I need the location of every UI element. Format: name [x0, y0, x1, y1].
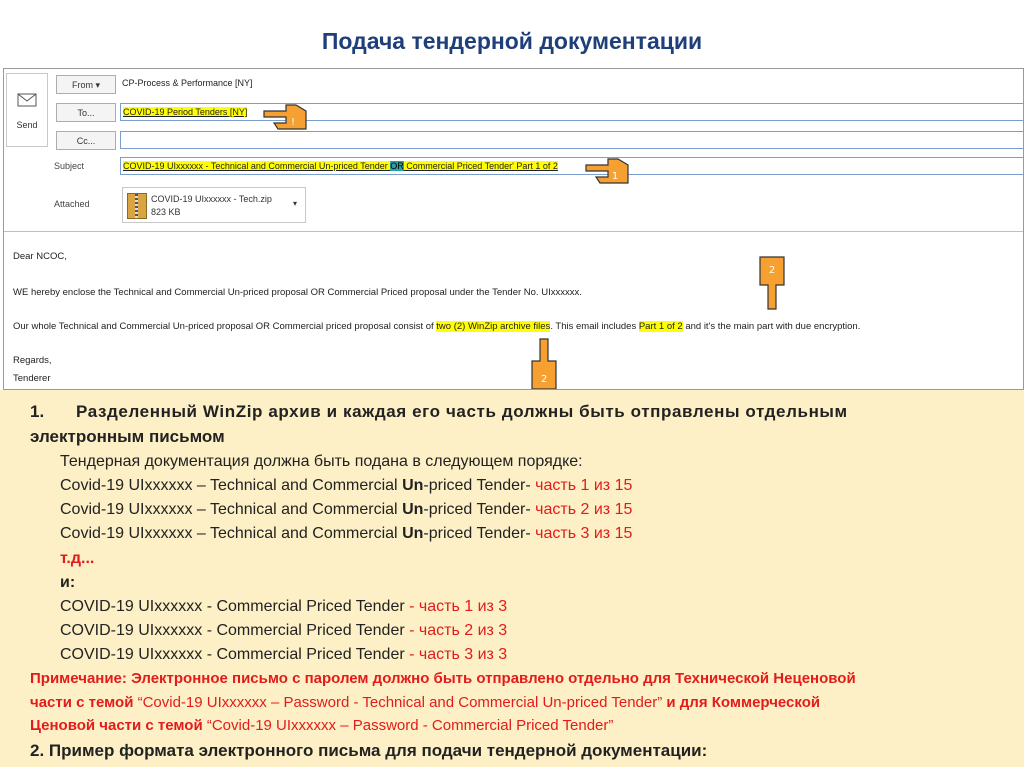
attachment[interactable]: [122, 187, 306, 223]
pointing-hand-left-icon: [262, 97, 310, 135]
heading-text: Разделенный WinZip архив и каждая его часть должны быть отправлены отдельным: [76, 402, 848, 421]
marker-archive: 2: [540, 374, 548, 385]
comm-part-line: [60, 646, 507, 664]
tech-part-line: [60, 525, 632, 543]
to-field[interactable]: [120, 103, 1024, 121]
cc-button[interactable]: Cc...: [56, 131, 116, 150]
tech-suffix: -priced Tender-: [423, 477, 536, 494]
email-compose-window: [3, 68, 1024, 390]
etc-label: т.д...: [60, 550, 95, 567]
note-subject-tech: “Covid-19 UIxxxxxx – Password - Technical and Commercial Un-priced Tender”: [137, 694, 663, 711]
comm-part-number: - часть 2 из 3: [409, 622, 508, 639]
send-label: Send: [16, 120, 38, 130]
note-line-3: [30, 717, 613, 734]
cc-field[interactable]: [120, 131, 1024, 149]
instructions-panel: [0, 390, 1024, 767]
marker-to: !: [290, 117, 296, 128]
tech-bold: Un: [402, 501, 424, 518]
send-icon: [15, 90, 39, 110]
note-text: части с темой: [30, 694, 138, 711]
tech-bold: Un: [402, 525, 424, 542]
subject-field[interactable]: [120, 157, 1024, 175]
highlight-archive-files: two (2) WinZip archive files: [436, 321, 551, 332]
comm-prefix: COVID-19 UIxxxxxx - Commercial Priced Tender: [60, 646, 410, 663]
send-button[interactable]: [6, 73, 48, 147]
highlight-part: Part 1 of 2: [638, 321, 683, 332]
body-text: Our whole Technical and Commercial Un-priced proposal OR Commercial priced proposal consist of: [13, 321, 437, 332]
comm-part-line: [60, 622, 507, 640]
comm-part-number: - часть 3 из 3: [409, 646, 508, 663]
and-label: и:: [60, 574, 76, 591]
from-field: CP-Process & Performance [NY]: [122, 78, 253, 88]
tech-part-line: [60, 501, 632, 519]
tech-prefix: Covid-19 UIxxxxxx – Technical and Commercial: [60, 477, 403, 494]
chevron-down-icon[interactable]: ▾: [293, 199, 298, 208]
attachment-name: COVID-19 UIxxxxxx - Tech.zip: [151, 194, 272, 204]
to-recipient: COVID-19 Period Tenders [NY]: [123, 107, 248, 117]
note-subject-comm: “Covid-19 UIxxxxxx – Password - Commercial Priced Tender”: [206, 717, 614, 734]
body-line-1: WE hereby enclose the Technical and Commercial Un-priced proposal OR Commercial Priced proposal under the Tender No. UIxxxxxx.: [13, 287, 582, 298]
tech-part-number: часть 2 из 15: [535, 501, 633, 518]
comm-part-number: - часть 1 из 3: [409, 598, 508, 615]
order-intro: Тендерная документация должна быть подана в следующем порядке:: [60, 453, 583, 470]
page-title: Подача тендерной документации: [321, 28, 703, 54]
tech-suffix: -priced Tender-: [423, 501, 536, 518]
marker-part: 2: [768, 265, 776, 276]
subject-or: OR: [390, 161, 404, 171]
tech-part-number: часть 1 из 15: [535, 477, 633, 494]
body-text: and it's the main part with due encryption.: [682, 321, 861, 332]
pointing-hand-left-icon: [584, 151, 632, 189]
zip-file-icon: [127, 193, 147, 219]
comm-prefix: COVID-19 UIxxxxxx - Commercial Priced Tender: [60, 622, 410, 639]
tech-prefix: Covid-19 UIxxxxxx – Technical and Commercial: [60, 501, 403, 518]
attached-label: Attached: [54, 199, 90, 209]
comm-part-line: [60, 598, 507, 616]
attachment-size: 823 KB: [151, 207, 181, 217]
body-text: . This email includes: [550, 321, 639, 332]
body-regards: Regards,: [13, 355, 52, 366]
pointing-hand-down-icon: [752, 255, 792, 311]
body-sign: Tenderer: [13, 373, 51, 384]
subject-text-1: COVID-19 UIxxxxxx - Technical and Commercial Un-priced Tender: [123, 161, 391, 171]
to-button[interactable]: To...: [56, 103, 116, 122]
body-greeting: Dear NCOC,: [13, 251, 67, 262]
tech-prefix: Covid-19 UIxxxxxx – Technical and Commercial: [60, 525, 403, 542]
section-2-heading: 2. Пример формата электронного письма для подачи тендерной документации:: [30, 741, 708, 760]
tech-bold: Un: [402, 477, 424, 494]
pointing-hand-up-icon: [524, 337, 564, 390]
from-button[interactable]: From ▾: [56, 75, 116, 94]
marker-subject: 1: [611, 171, 619, 182]
note-text: и для Коммерческой: [662, 694, 821, 711]
note-line-2: [30, 694, 820, 711]
tech-suffix: -priced Tender-: [423, 525, 536, 542]
note-line-1: Примечание: Электронное письмо с паролем должно быть отправлено отдельно для Технической Неценовой: [30, 670, 856, 687]
heading-number: 1.: [30, 402, 45, 421]
heading-text-2: электронным письмом: [30, 427, 225, 446]
note-text: Ценовой части с темой: [30, 717, 207, 734]
subject-text-2: Commercial Priced Tender' Part 1 of 2: [403, 161, 558, 171]
tech-part-line: [60, 477, 632, 495]
tech-part-number: часть 3 из 15: [535, 525, 633, 542]
subject-label: Subject: [54, 161, 85, 171]
body-line-2: [13, 321, 860, 332]
header-separator: [4, 231, 1024, 232]
comm-prefix: COVID-19 UIxxxxxx - Commercial Priced Tender: [60, 598, 410, 615]
